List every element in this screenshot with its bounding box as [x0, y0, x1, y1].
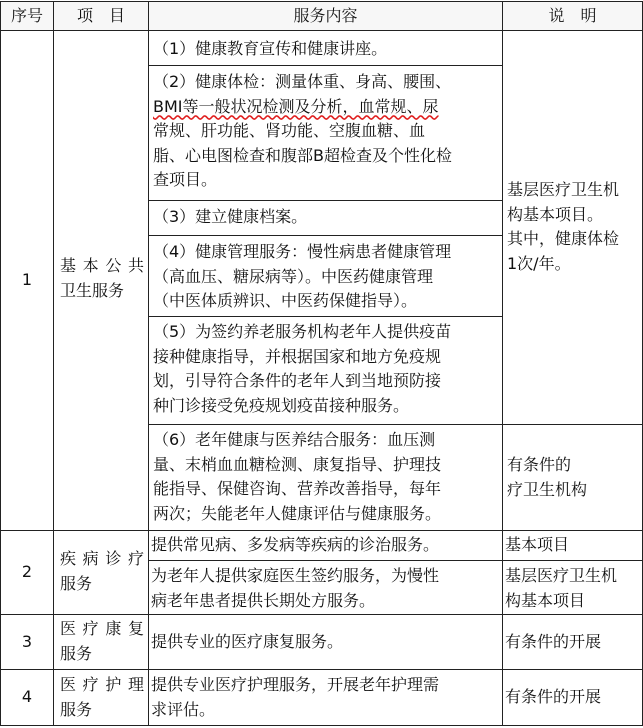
row-2-service-1: 提供常见病、多发病等疾病的诊治服务。: [151, 535, 440, 555]
row-4-note: 有条件的开展: [505, 687, 602, 707]
row-1-service-2: （2）健康体检：测量体重、身高、腰围、 BMI等一般状况检测及分析，血常规、尿 常规、肝功能、肾功能、空腹血糖、血 脂、心电图检查和腹部B超检查及个性化检 查项目。: [153, 72, 452, 189]
service-divider-1: [148, 65, 503, 66]
header-content: 服务内容: [149, 2, 502, 30]
row-2-inner-divider: [148, 560, 643, 561]
table-border-left: [0, 1, 1, 726]
row-1-note-2: 有条件的 疗卫生机构: [507, 455, 588, 499]
row-1-service-5: （5）为签约养老服务机构老年人提供疫苗 接种健康指导，并根据国家和地方免疫规 划，引导符合条件的老年人到当地预防接 种门诊接受免疫规划疫苗接种服务。: [153, 322, 452, 415]
row-2-note-1: 基本项目: [505, 535, 570, 555]
col-divider-1: [53, 1, 54, 726]
row-1-item: 基本公共 卫生服务: [60, 256, 144, 300]
row-divider-3: [0, 669, 643, 670]
service-divider-2: [148, 200, 503, 201]
row-1-no: 1: [21, 270, 33, 290]
row-divider-2: [0, 614, 643, 615]
row-3-service: 提供专业的医疗康复服务。: [151, 631, 344, 651]
row-3-item: 医疗康复 服务: [60, 619, 144, 663]
table-border-top: [0, 1, 643, 2]
table-border-bottom: [0, 725, 643, 726]
service-divider-4: [148, 316, 503, 317]
service-divider-5: [148, 424, 643, 425]
row-3-no: 3: [21, 631, 33, 651]
row-divider-1: [0, 530, 643, 531]
row-1-service-6: （6）老年健康与医养结合服务：血压测 量、末梢血血糖检测、康复指导、护理技 能指导、保健咨询、营养改善指导，每年 两次；失能老年人健康评估与健康服务。: [153, 430, 442, 523]
row-1-service-1: （1）健康教育宣传和健康讲座。: [153, 39, 388, 58]
row-2-item: 疾病诊疗 服务: [60, 549, 144, 593]
row-2-no: 2: [21, 562, 33, 582]
col-divider-3: [502, 1, 503, 726]
row-1-note-1: 基层医疗卫生机 构基本项目。 其中，健康体检 1次/年。: [507, 180, 620, 273]
header-divider: [0, 30, 643, 31]
header-note: 说 明: [503, 2, 642, 30]
row-4-item: 医疗护理 服务: [60, 675, 144, 719]
row-3-note: 有条件的开展: [505, 631, 602, 651]
header-no: 序号: [1, 2, 53, 30]
row-4-service: 提供专业医疗护理服务，开展老年护理需 求评估。: [151, 675, 440, 719]
row-4-no: 4: [21, 687, 33, 707]
row-2-service-2: 为老年人提供家庭医生签约服务，为慢性 病老年患者提供长期处方服务。: [151, 566, 440, 610]
col-divider-2: [148, 1, 149, 726]
header-item: 项 目: [54, 2, 148, 30]
row-1-service-3: （3）建立健康档案。: [153, 207, 308, 226]
service-divider-3: [148, 235, 503, 236]
row-2-note-2: 基层医疗卫生机 构基本项目: [505, 566, 618, 610]
row-1-service-4: （4）健康管理服务：慢性病患者健康管理 （高血压、糖尿病等）。中医药健康管理 （中医体质辨识、中医药保健指导）。: [153, 242, 452, 310]
